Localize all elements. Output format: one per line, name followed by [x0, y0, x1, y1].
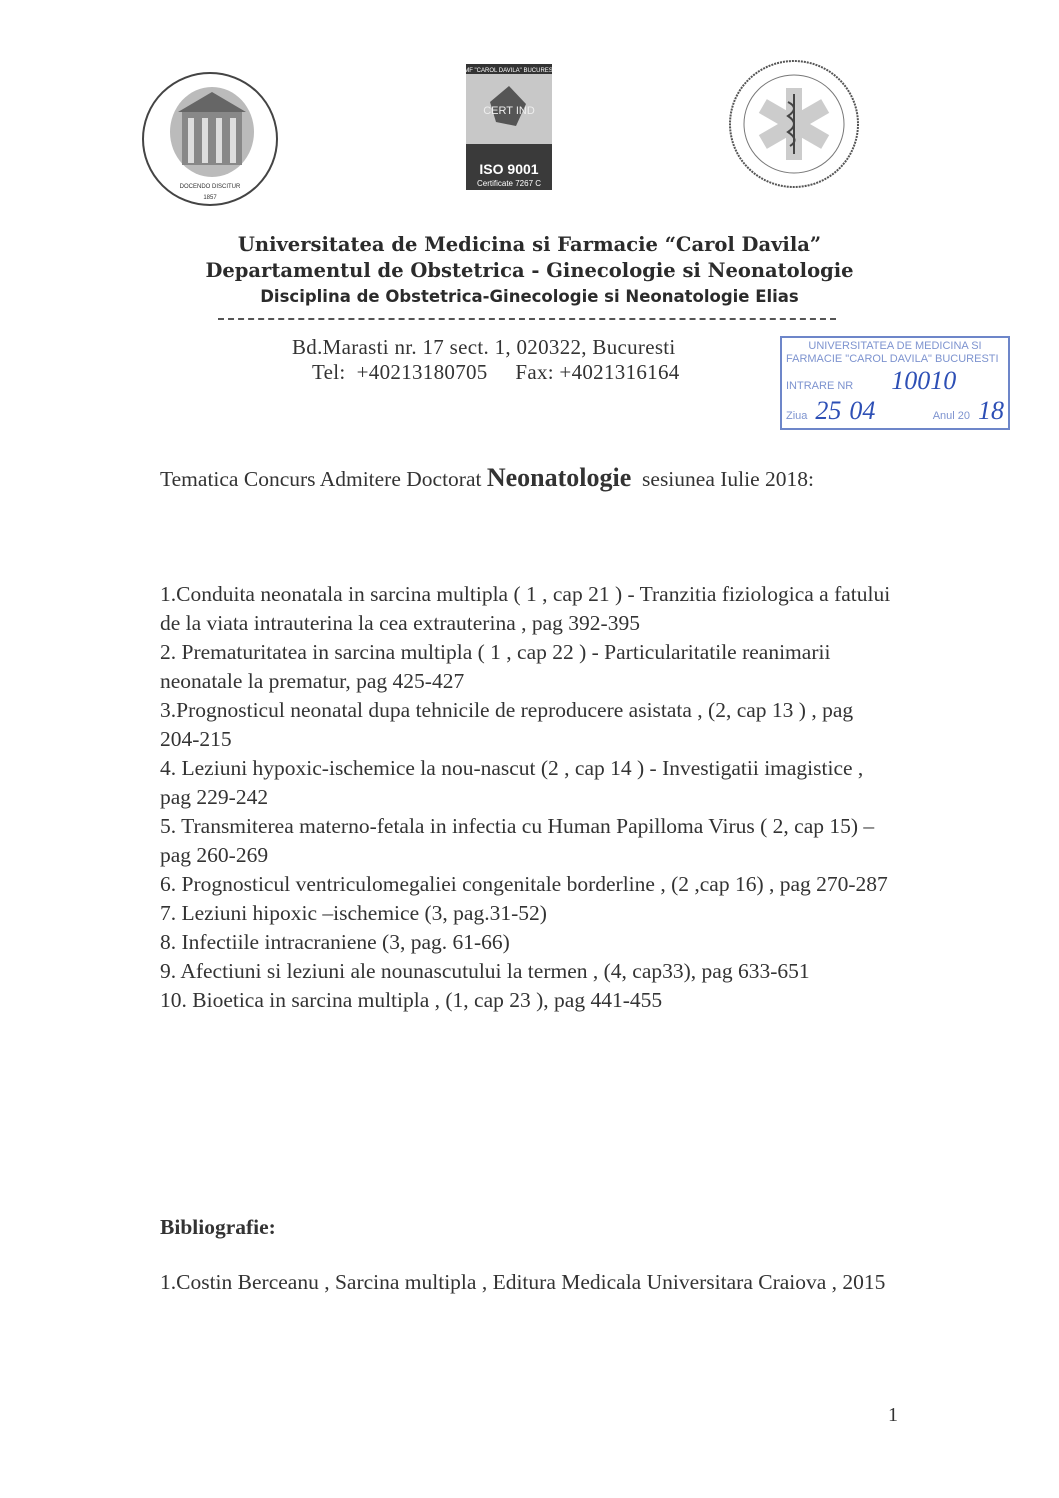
topic-item: 8. Infectiile intracraniene (3, pag. 61-66) [160, 930, 510, 954]
stamp-line-1: UNIVERSITATEA DE MEDICINA SI [808, 340, 982, 352]
stamp-date-row [786, 396, 1004, 426]
stamp-day: 25 [815, 396, 842, 425]
bibliography-heading: Bibliografie: [160, 1215, 276, 1239]
stamp-month: 04 [849, 396, 876, 425]
topic-item: 4. Leziuni hypoxic-ischemice la nou-nascut (2 , cap 14 ) - Investigatii imagistice , pag 229-242 [160, 756, 864, 809]
university-name: Universitatea de Medicina si Farmacie “Carol Davila” [237, 233, 822, 256]
header-divider [218, 318, 836, 320]
page-number: 1 [888, 1404, 898, 1426]
topic-item: 9. Afectiuni si leziuni ale nounascutului la termen , (4, cap33), pag 633-651 [160, 959, 810, 983]
title-suffix: sesiunea Iulie 2018: [631, 467, 814, 491]
topic-item: 6. Prognosticul ventriculomegaliei congenitale borderline , (2 ,cap 16) , pag 270-287 [160, 872, 888, 896]
topic-item: 7. Leziuni hipoxic –ischemice (3, pag.31-52) [160, 901, 547, 925]
discipline-name: Disciplina de Obstetrica-Ginecologie si Neonatologie Elias [260, 287, 799, 306]
svg-text:DOCENDO DISCITUR: DOCENDO DISCITUR [179, 184, 241, 190]
svg-text:CERT IND: CERT IND [483, 105, 535, 117]
address: Bd.Marasti nr. 17 sect. 1, 020322, Bucuresti [292, 335, 676, 359]
topic-item: 3.Prognosticul neonatal dupa tehnicile de reproducere asistata , (2, cap 13 ) , pag 204-215 [160, 698, 854, 751]
svg-text:UMF "CAROL DAVILA" BUCURESTI: UMF "CAROL DAVILA" BUCURESTI [459, 68, 559, 74]
topic-item: 1.Conduita neonatala in sarcina multipla ( 1 , cap 21 ) - Tranzitia fiziologica a fatului de la viata intrauterina la cea extrauterina , pag 392-395 [160, 582, 891, 635]
bibliography-item: 1.Costin Berceanu , Sarcina multipla , Editura Medicala Universitara Craiova , 2015 [160, 1270, 886, 1294]
stamp-entry-row [786, 366, 1004, 396]
stamp-entry-label: INTRARE NR [786, 380, 854, 392]
topic-item: 2. Prematuritatea in sarcina multipla ( 1 , cap 22 ) - Particularitatile reanimarii neonatale la prematur, pag 425-427 [160, 640, 831, 693]
svg-text:1857: 1857 [203, 195, 217, 201]
contact-phone-fax: Tel: +40213180705 Fax: +4021316164 [312, 360, 680, 384]
university-seal-logo [140, 70, 280, 208]
iso-certification-logo [459, 64, 559, 190]
title-prefix: Tematica Concurs Admitere Doctorat [160, 467, 487, 491]
stamp-year: 18 [978, 396, 1004, 425]
topic-item: 10. Bioetica in sarcina multipla , (1, cap 23 ), pag 441-455 [160, 988, 663, 1012]
topic-item: 5. Transmiterea materno-fetala in infectia cu Human Papilloma Virus ( 2, cap 15) – pag 260-269 [160, 814, 875, 867]
stamp-year-label: Anul 20 [932, 410, 970, 422]
topics-list [160, 580, 895, 1015]
hospital-seal-logo [727, 58, 861, 190]
svg-text:Certificate 7267 C: Certificate 7267 C [476, 179, 542, 188]
stamp-line-2: FARMACIE "CAROL DAVILA" BUCURESTI [786, 353, 999, 365]
bibliography-list [160, 1268, 895, 1297]
svg-text:ISO 9001: ISO 9001 [479, 161, 539, 177]
exam-title [160, 463, 895, 494]
registration-stamp [780, 336, 1010, 430]
department-name: Departamentul de Obstetrica - Ginecologie si Neonatologie [205, 259, 854, 282]
stamp-day-label: Ziua [786, 410, 808, 422]
stamp-entry-number: 10010 [891, 366, 957, 395]
title-specialty: Neonatologie [486, 463, 632, 492]
